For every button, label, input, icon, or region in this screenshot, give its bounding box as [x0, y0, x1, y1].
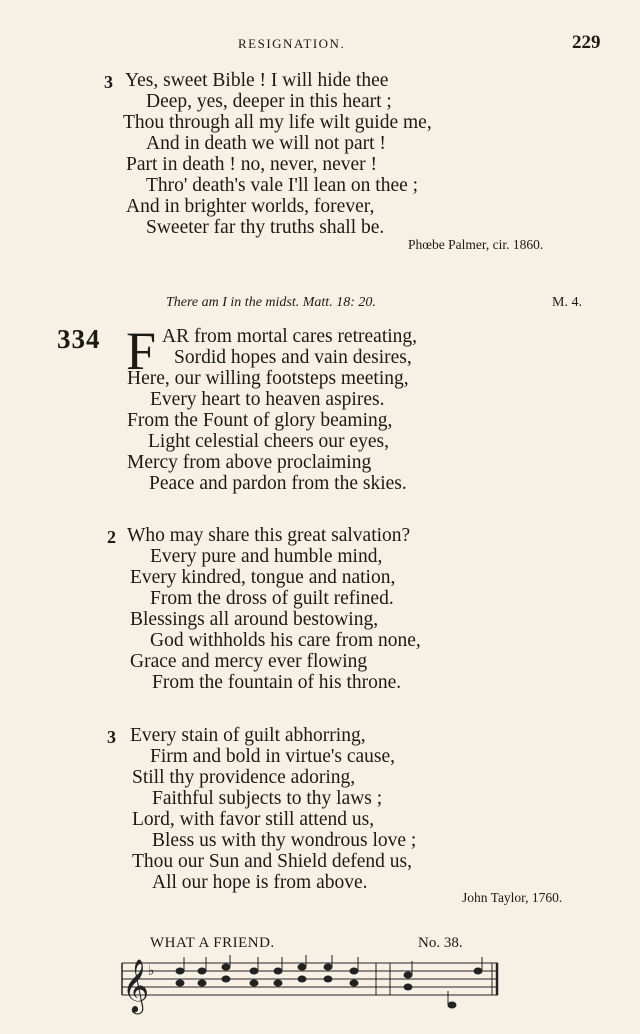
verse-line: Thou our Sun and Shield defend us, [132, 851, 413, 872]
verse-line: Sweeter far thy truths shall be. [146, 217, 385, 238]
verse-number: 2 [107, 527, 116, 547]
verse-line: Every heart to heaven aspires. [150, 389, 385, 410]
tune-number: No. 38. [418, 935, 463, 951]
flat-icon: ♭ [148, 963, 155, 979]
treble-clef-icon [122, 958, 149, 1014]
verse-line: Who may share this great salvation? [127, 525, 411, 546]
verse-line: Thou through all my life wilt guide me, [123, 112, 432, 133]
verse-number: 3 [104, 72, 113, 92]
verse-line: Blessings all around bestowing, [130, 609, 379, 630]
verse-line: And in brighter worlds, forever, [126, 196, 375, 217]
meter-label: M. 4. [552, 295, 582, 310]
hymn-number: 334 [57, 324, 101, 354]
verse-line: Here, our willing footsteps meeting, [127, 368, 409, 389]
verse-number: 3 [107, 727, 116, 747]
verse-line: From the fountain of his throne. [152, 672, 402, 693]
running-header: RESIGNATION. [238, 36, 346, 51]
verse-line: And in death we will not part ! [146, 133, 386, 154]
verse-line: Still thy providence adoring, [132, 767, 356, 788]
verse-line: God withholds his care from none, [150, 630, 421, 651]
verse-line: Sordid hopes and vain desires, [174, 347, 412, 368]
verse-line: All our hope is from above. [152, 872, 368, 893]
verse-line: From the dross of guilt refined. [150, 588, 394, 609]
verse-line: Firm and bold in virtue's cause, [150, 746, 396, 767]
verse-line: Peace and pardon from the skies. [149, 473, 407, 494]
author-attribution: Phœbe Palmer, cir. 1860. [408, 237, 544, 252]
tune-title: WHAT A FRIEND. [150, 935, 275, 951]
verse-line: Part in death ! no, never, never ! [126, 154, 377, 175]
verse-line: Mercy from above proclaiming [127, 452, 372, 473]
verse-line: Every pure and humble mind, [150, 546, 383, 567]
svg-text:𝄞: 𝄞 [122, 958, 150, 1012]
music-staff [118, 955, 508, 1015]
verse-line: Deep, yes, deeper in this heart ; [146, 91, 392, 112]
drop-cap: F [126, 321, 157, 381]
verse-line: Light celestial cheers our eyes, [148, 431, 389, 452]
verse-line: From the Fount of glory beaming, [127, 410, 393, 431]
verse-line: Bless us with thy wondrous love ; [152, 830, 417, 851]
page-number: 229 [572, 32, 601, 53]
verse-line: Yes, sweet Bible ! I will hide thee [125, 70, 389, 91]
verse-line: Faithful subjects to thy laws ; [152, 788, 383, 809]
verse-line: Thro' death's vale I'll lean on thee ; [146, 175, 419, 196]
verse-line: Grace and mercy ever flowing [130, 651, 368, 672]
verse-line: Lord, with favor still attend us, [132, 809, 375, 830]
verse-line: Every kindred, tongue and nation, [130, 567, 396, 588]
scripture-reference: There am I in the midst. Matt. 18: 20. [166, 295, 376, 310]
verse-line: AR from mortal cares retreating, [162, 326, 418, 347]
verse-line: Every stain of guilt abhorring, [130, 725, 366, 746]
author-attribution: John Taylor, 1760. [462, 890, 563, 905]
